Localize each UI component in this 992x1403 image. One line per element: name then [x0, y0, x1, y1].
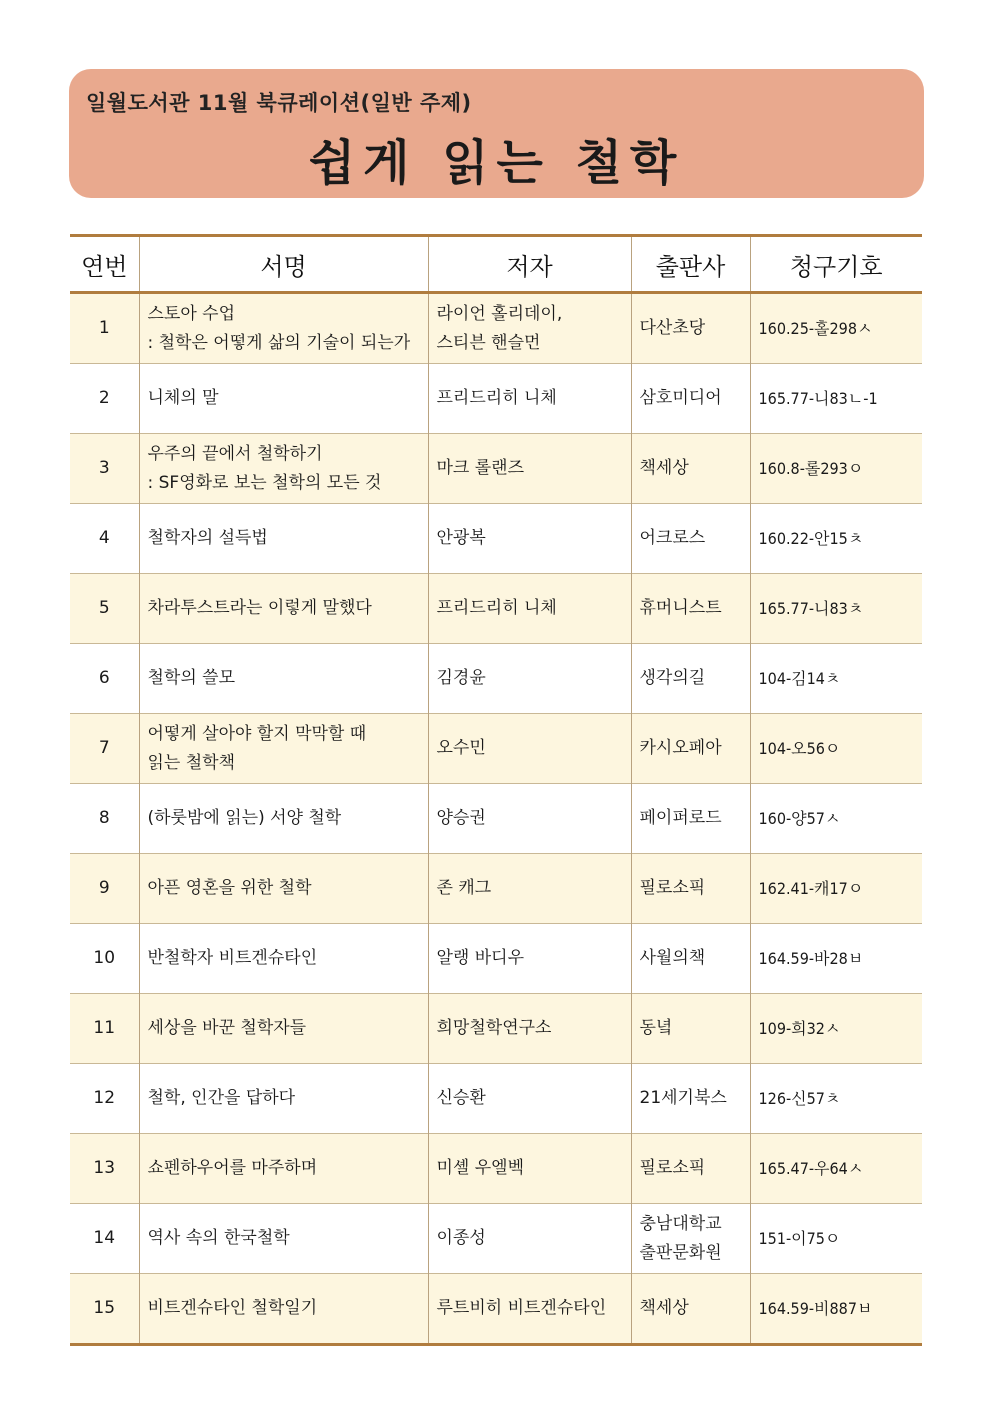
cell-number: 5 — [70, 574, 139, 644]
cell-author-line: 김경윤 — [436, 668, 486, 688]
cell-call-number: 160.25-홀298ㅅ — [750, 293, 922, 364]
cell-title — [139, 784, 428, 854]
cell-author-line: 알랭 바디우 — [436, 948, 525, 968]
cell-author — [428, 1204, 631, 1274]
cell-publisher-line: 생각의길 — [639, 668, 706, 688]
cell-title-line: 차라투스트라는 이렇게 말했다 — [147, 598, 372, 618]
cell-author — [428, 994, 631, 1064]
cell-call-number: 165.77-니83ㄴ-1 — [750, 364, 922, 434]
cell-title — [139, 1134, 428, 1204]
cell-title-line: 철학자의 설득법 — [147, 528, 268, 548]
cell-author — [428, 293, 631, 364]
cell-author — [428, 924, 631, 994]
cell-title — [139, 434, 428, 504]
cell-author — [428, 1134, 631, 1204]
cell-publisher — [631, 293, 750, 364]
cell-number: 7 — [70, 714, 139, 784]
book-list-table — [70, 234, 922, 1346]
table-row — [70, 364, 922, 434]
cell-publisher — [631, 434, 750, 504]
cell-title — [139, 293, 428, 364]
table-row — [70, 504, 922, 574]
cell-title — [139, 1204, 428, 1274]
cell-publisher-line: 페이퍼로드 — [639, 808, 722, 828]
cell-title-line: 쇼펜하우어를 마주하며 — [147, 1158, 318, 1178]
cell-author-line: 스티븐 핸슬먼 — [436, 332, 541, 353]
cell-title — [139, 924, 428, 994]
cell-title-line: 아픈 영혼을 위한 철학 — [147, 878, 312, 898]
cell-author — [428, 784, 631, 854]
cell-number: 6 — [70, 644, 139, 714]
table-row — [70, 293, 922, 364]
cell-publisher — [631, 574, 750, 644]
cell-publisher-line: 카시오페아 — [639, 738, 722, 758]
cell-title — [139, 504, 428, 574]
cell-publisher-line: 필로소픽 — [639, 878, 706, 898]
table-row — [70, 1274, 922, 1345]
cell-publisher-line: 필로소픽 — [639, 1158, 706, 1178]
cell-author-line: 루트비히 비트겐슈타인 — [436, 1298, 607, 1318]
cell-publisher-line: 책세상 — [639, 1298, 689, 1318]
cell-author-line: 라이언 홀리데이, — [436, 303, 563, 324]
cell-author — [428, 1064, 631, 1134]
cell-author-line: 존 캐그 — [436, 878, 492, 898]
cell-number: 9 — [70, 854, 139, 924]
table-row — [70, 714, 922, 784]
cell-call-number: 165.47-우64ㅅ — [750, 1134, 922, 1204]
cell-number: 10 — [70, 924, 139, 994]
cell-publisher-line: 21세기북스 — [639, 1088, 727, 1108]
cell-title — [139, 854, 428, 924]
cell-author-line: 이종성 — [436, 1228, 486, 1248]
cell-publisher — [631, 504, 750, 574]
cell-title-line: 어떻게 살아야 할지 막막할 때 — [147, 723, 367, 744]
cell-publisher — [631, 1204, 750, 1274]
cell-publisher — [631, 784, 750, 854]
cell-publisher-line: 휴머니스트 — [639, 598, 722, 618]
column-header-call-number: 청구기호 — [750, 236, 922, 293]
cell-number: 8 — [70, 784, 139, 854]
cell-call-number: 104-김14ㅊ — [750, 644, 922, 714]
page-title: 쉽게 읽는 철학 — [308, 135, 685, 191]
cell-number: 11 — [70, 994, 139, 1064]
cell-author-line: 양승권 — [436, 808, 486, 828]
cell-title-line: : 철학은 어떻게 삶의 기술이 되는가 — [147, 332, 411, 353]
cell-number: 1 — [70, 293, 139, 364]
table-row — [70, 854, 922, 924]
cell-title-line: 철학의 쓸모 — [147, 668, 236, 688]
cell-publisher-line: 다산초당 — [639, 318, 706, 338]
cell-title-line: 철학, 인간을 답하다 — [147, 1088, 296, 1108]
cell-author — [428, 434, 631, 504]
cell-publisher-line: 책세상 — [639, 458, 689, 478]
cell-publisher — [631, 714, 750, 784]
cell-number: 13 — [70, 1134, 139, 1204]
cell-title — [139, 574, 428, 644]
cell-publisher-line: 충남대학교 — [639, 1213, 722, 1234]
cell-author — [428, 364, 631, 434]
cell-publisher — [631, 364, 750, 434]
column-header-author: 저자 — [428, 236, 631, 293]
table-row — [70, 924, 922, 994]
cell-title-line: 니체의 말 — [147, 388, 219, 408]
cell-call-number: 162.41-캐17ㅇ — [750, 854, 922, 924]
cell-publisher-line: 동녘 — [639, 1018, 673, 1038]
table-row — [70, 434, 922, 504]
cell-publisher — [631, 644, 750, 714]
cell-author — [428, 714, 631, 784]
cell-author-line: 프리드리히 니체 — [436, 388, 557, 408]
cell-title-line: : SF영화로 보는 철학의 모든 것 — [147, 472, 382, 493]
cell-call-number: 160.22-안15ㅊ — [750, 504, 922, 574]
cell-number: 2 — [70, 364, 139, 434]
cell-publisher-line: 어크로스 — [639, 528, 706, 548]
cell-number: 4 — [70, 504, 139, 574]
cell-publisher — [631, 1274, 750, 1345]
column-header-title: 서명 — [139, 236, 428, 293]
cell-number: 3 — [70, 434, 139, 504]
cell-publisher — [631, 1134, 750, 1204]
cell-author-line: 마크 롤랜즈 — [436, 458, 525, 478]
cell-author — [428, 1274, 631, 1345]
table-row — [70, 1204, 922, 1274]
cell-title-line: 역사 속의 한국철학 — [147, 1228, 290, 1248]
cell-title — [139, 644, 428, 714]
cell-publisher — [631, 1064, 750, 1134]
cell-author-line: 오수민 — [436, 738, 486, 758]
cell-author — [428, 854, 631, 924]
cell-publisher — [631, 854, 750, 924]
cell-publisher-line: 삼호미디어 — [639, 388, 722, 408]
cell-title-line: 스토아 수업 — [147, 303, 236, 324]
cell-number: 15 — [70, 1274, 139, 1345]
cell-title — [139, 714, 428, 784]
table-header-row — [70, 236, 922, 293]
cell-title — [139, 1274, 428, 1345]
cell-call-number: 164.59-바28ㅂ — [750, 924, 922, 994]
cell-author-line: 미셸 우엘벡 — [436, 1158, 525, 1178]
cell-author-line: 희망철학연구소 — [436, 1018, 552, 1038]
page-subtitle: 일월도서관 11월 북큐레이션(일반 주제) — [86, 91, 472, 115]
column-header-publisher: 출판사 — [631, 236, 750, 293]
cell-author — [428, 574, 631, 644]
table-row — [70, 994, 922, 1064]
cell-title-line: 반철학자 비트겐슈타인 — [147, 948, 318, 968]
cell-call-number: 151-이75ㅇ — [750, 1204, 922, 1274]
cell-publisher — [631, 924, 750, 994]
cell-call-number: 126-신57ㅊ — [750, 1064, 922, 1134]
cell-publisher — [631, 994, 750, 1064]
table-row — [70, 784, 922, 854]
cell-title — [139, 994, 428, 1064]
cell-call-number: 104-오56ㅇ — [750, 714, 922, 784]
cell-publisher-line: 사월의책 — [639, 948, 706, 968]
cell-number: 12 — [70, 1064, 139, 1134]
cell-publisher-line: 출판문화원 — [639, 1242, 722, 1263]
cell-title — [139, 364, 428, 434]
cell-call-number: 160-양57ㅅ — [750, 784, 922, 854]
cell-number: 14 — [70, 1204, 139, 1274]
cell-call-number: 164.59-비887ㅂ — [750, 1274, 922, 1345]
table-row — [70, 1064, 922, 1134]
cell-author-line: 프리드리히 니체 — [436, 598, 557, 618]
cell-author — [428, 644, 631, 714]
cell-title-line: 비트겐슈타인 철학일기 — [147, 1298, 318, 1318]
cell-call-number: 160.8-롤293ㅇ — [750, 434, 922, 504]
cell-title-line: 읽는 철학책 — [147, 752, 236, 773]
title-banner — [69, 69, 924, 198]
column-header-number: 연번 — [70, 236, 139, 293]
cell-title-line: 세상을 바꾼 철학자들 — [147, 1018, 307, 1038]
cell-title-line: (하룻밤에 읽는) 서양 철학 — [147, 808, 342, 828]
cell-author-line: 안광복 — [436, 528, 486, 548]
cell-call-number: 109-희32ㅅ — [750, 994, 922, 1064]
table-row — [70, 644, 922, 714]
cell-title — [139, 1064, 428, 1134]
table-row — [70, 1134, 922, 1204]
cell-author-line: 신승환 — [436, 1088, 486, 1108]
cell-author — [428, 504, 631, 574]
cell-title-line: 우주의 끝에서 철학하기 — [147, 443, 323, 464]
cell-call-number: 165.77-니83ㅊ — [750, 574, 922, 644]
table-row — [70, 574, 922, 644]
